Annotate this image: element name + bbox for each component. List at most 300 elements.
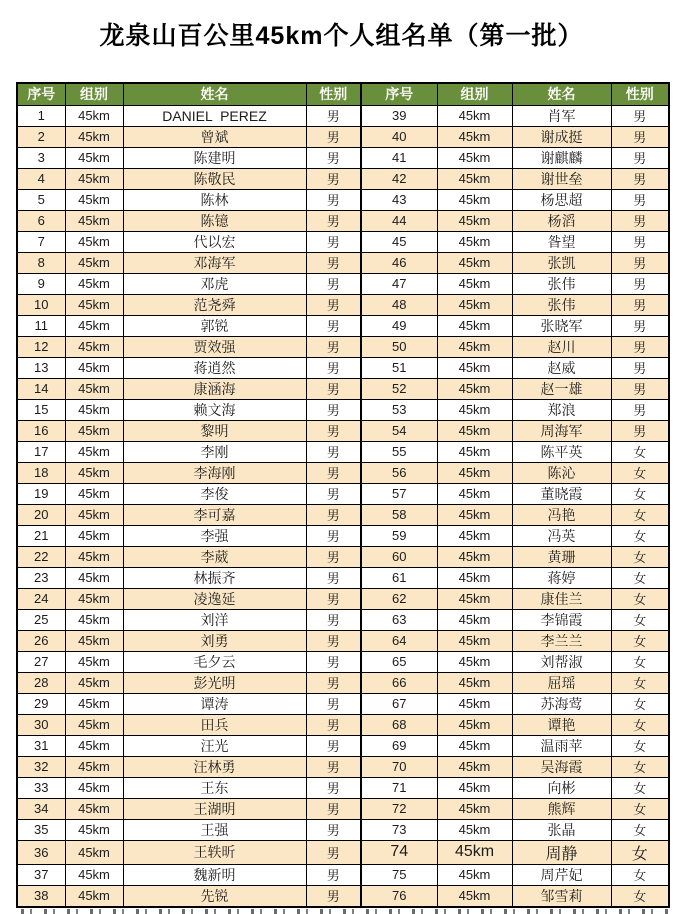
entry-name: 先锐 (123, 885, 306, 907)
entry-no: 66 (361, 672, 437, 693)
entry-gender: 男 (306, 231, 361, 252)
entry-gender: 男 (306, 693, 361, 714)
entry-name: 赵一雄 (512, 378, 611, 399)
entry-name: 李葳 (123, 546, 306, 567)
entry-no: 4 (17, 168, 65, 189)
entry-gender: 女 (611, 588, 669, 609)
entry-group: 45km (437, 189, 512, 210)
table-row (17, 630, 669, 651)
entry-gender: 男 (306, 885, 361, 907)
entry-group: 45km (65, 756, 123, 777)
entry-no: 40 (361, 126, 437, 147)
entry-name: 彭光明 (123, 672, 306, 693)
entry-name: 赖文海 (123, 399, 306, 420)
entry-gender: 女 (611, 735, 669, 756)
entry-no: 20 (17, 504, 65, 525)
entry-gender: 男 (306, 273, 361, 294)
entry-no: 37 (17, 864, 65, 885)
entry-no: 19 (17, 483, 65, 504)
table-row (17, 231, 669, 252)
entry-gender: 女 (611, 525, 669, 546)
table-row (17, 672, 669, 693)
header-no-left: 序号 (17, 83, 65, 105)
entry-gender: 男 (611, 399, 669, 420)
entry-name: 温雨苹 (512, 735, 611, 756)
entry-name: 张伟 (512, 273, 611, 294)
entry-name: 昝望 (512, 231, 611, 252)
entry-group: 45km (437, 147, 512, 168)
entry-gender: 男 (306, 630, 361, 651)
entry-gender: 女 (611, 609, 669, 630)
entry-gender: 男 (306, 567, 361, 588)
entry-gender: 男 (306, 483, 361, 504)
entry-group: 45km (437, 840, 512, 864)
entry-name: 张伟 (512, 294, 611, 315)
entry-no: 63 (361, 609, 437, 630)
entry-no: 26 (17, 630, 65, 651)
entry-group: 45km (437, 105, 512, 126)
entry-gender: 男 (306, 378, 361, 399)
entry-name: 李强 (123, 525, 306, 546)
entry-no: 17 (17, 441, 65, 462)
entry-group: 45km (65, 840, 123, 864)
entry-gender: 男 (306, 651, 361, 672)
table-row (17, 210, 669, 231)
entry-name: 刘帮淑 (512, 651, 611, 672)
entry-name: 邓虎 (123, 273, 306, 294)
entry-gender: 男 (306, 714, 361, 735)
entry-no: 15 (17, 399, 65, 420)
entry-no: 29 (17, 693, 65, 714)
entry-group: 45km (437, 567, 512, 588)
entry-no: 1 (17, 105, 65, 126)
entry-group: 45km (65, 105, 123, 126)
entry-name: DANIEL PEREZ (123, 105, 306, 126)
table-row (17, 483, 669, 504)
entry-gender: 女 (611, 777, 669, 798)
entry-group: 45km (65, 630, 123, 651)
entry-no: 14 (17, 378, 65, 399)
entry-name: 汪林勇 (123, 756, 306, 777)
entry-group: 45km (65, 546, 123, 567)
entry-name: 谢世垒 (512, 168, 611, 189)
entry-no: 43 (361, 189, 437, 210)
table-row (17, 357, 669, 378)
entry-name: 陈镱 (123, 210, 306, 231)
table-row (17, 441, 669, 462)
entry-gender: 女 (611, 885, 669, 907)
entry-name: 王东 (123, 777, 306, 798)
entry-no: 32 (17, 756, 65, 777)
entry-name: 林振齐 (123, 567, 306, 588)
entry-gender: 男 (611, 147, 669, 168)
entry-no: 18 (17, 462, 65, 483)
header-group-right: 组别 (437, 83, 512, 105)
entry-no: 51 (361, 357, 437, 378)
entry-group: 45km (437, 609, 512, 630)
entry-no: 65 (361, 651, 437, 672)
table-row (17, 273, 669, 294)
entry-no: 58 (361, 504, 437, 525)
entry-gender: 女 (611, 693, 669, 714)
entry-name: 周芹妃 (512, 864, 611, 885)
entry-name: 康佳兰 (512, 588, 611, 609)
entry-no: 52 (361, 378, 437, 399)
entry-gender: 男 (306, 399, 361, 420)
entry-group: 45km (65, 189, 123, 210)
entry-gender: 男 (306, 546, 361, 567)
entry-no: 74 (361, 840, 437, 864)
entry-group: 45km (437, 756, 512, 777)
entry-gender: 男 (306, 441, 361, 462)
entry-gender: 男 (306, 588, 361, 609)
entry-gender: 女 (611, 441, 669, 462)
entry-group: 45km (437, 819, 512, 840)
header-no-right: 序号 (361, 83, 437, 105)
entry-name: 刘洋 (123, 609, 306, 630)
table-row (17, 651, 669, 672)
header-name-right: 姓名 (512, 83, 611, 105)
entry-no: 31 (17, 735, 65, 756)
table-row (17, 399, 669, 420)
entry-name: 冯英 (512, 525, 611, 546)
entry-name: 谢麒麟 (512, 147, 611, 168)
entry-name: 贾效强 (123, 336, 306, 357)
entry-no: 48 (361, 294, 437, 315)
entry-name: 凌逸延 (123, 588, 306, 609)
entry-gender: 男 (611, 336, 669, 357)
entry-gender: 男 (306, 798, 361, 819)
entry-group: 45km (65, 252, 123, 273)
entry-gender: 女 (611, 546, 669, 567)
entry-group: 45km (65, 525, 123, 546)
entry-gender: 男 (306, 189, 361, 210)
entry-no: 53 (361, 399, 437, 420)
entry-gender: 女 (611, 714, 669, 735)
entry-gender: 男 (306, 420, 361, 441)
entry-group: 45km (65, 231, 123, 252)
entry-no: 28 (17, 672, 65, 693)
entry-gender: 女 (611, 819, 669, 840)
entry-gender: 男 (306, 756, 361, 777)
table-row (17, 252, 669, 273)
table-row (17, 525, 669, 546)
entry-no: 49 (361, 315, 437, 336)
entry-gender: 女 (611, 504, 669, 525)
entry-no: 57 (361, 483, 437, 504)
entry-group: 45km (437, 336, 512, 357)
entry-group: 45km (65, 315, 123, 336)
entry-group: 45km (65, 168, 123, 189)
entry-no: 75 (361, 864, 437, 885)
entry-group: 45km (437, 885, 512, 907)
entry-group: 45km (437, 168, 512, 189)
entry-no: 7 (17, 231, 65, 252)
entry-name: 李兰兰 (512, 630, 611, 651)
entry-group: 45km (437, 630, 512, 651)
entry-gender: 男 (611, 252, 669, 273)
entry-group: 45km (437, 777, 512, 798)
entry-no: 61 (361, 567, 437, 588)
entry-group: 45km (437, 462, 512, 483)
entry-name: 张凯 (512, 252, 611, 273)
entry-name: 王湖明 (123, 798, 306, 819)
entry-name: 陈建明 (123, 147, 306, 168)
entry-name: 周静 (512, 840, 611, 864)
entry-no: 30 (17, 714, 65, 735)
table-row (17, 840, 669, 864)
entry-group: 45km (65, 462, 123, 483)
entry-group: 45km (65, 693, 123, 714)
entry-group: 45km (437, 399, 512, 420)
entry-gender: 男 (306, 126, 361, 147)
entry-name: 黎明 (123, 420, 306, 441)
entry-gender: 男 (306, 864, 361, 885)
entry-group: 45km (437, 441, 512, 462)
table-row (17, 777, 669, 798)
entry-group: 45km (437, 273, 512, 294)
entry-name: 张晶 (512, 819, 611, 840)
entry-gender: 女 (611, 567, 669, 588)
entry-group: 45km (437, 294, 512, 315)
header-gender-left: 性别 (306, 83, 361, 105)
table-row (17, 735, 669, 756)
entry-group: 45km (65, 609, 123, 630)
entry-no: 72 (361, 798, 437, 819)
entry-name: 陈平英 (512, 441, 611, 462)
page-title: 龙泉山百公里45km个人组名单（第一批） (99, 22, 584, 50)
table-row (17, 504, 669, 525)
table-row (17, 105, 669, 126)
entry-no: 64 (361, 630, 437, 651)
table-row (17, 336, 669, 357)
entry-name: 李可嘉 (123, 504, 306, 525)
entry-name: 蒋婷 (512, 567, 611, 588)
entry-gender: 男 (306, 252, 361, 273)
entry-gender: 男 (611, 273, 669, 294)
entry-gender: 男 (306, 672, 361, 693)
entry-no: 50 (361, 336, 437, 357)
entry-name: 陈林 (123, 189, 306, 210)
entry-group: 45km (65, 441, 123, 462)
entry-name: 李海刚 (123, 462, 306, 483)
entry-name: 吴海霞 (512, 756, 611, 777)
entry-group: 45km (437, 651, 512, 672)
entry-name: 李刚 (123, 441, 306, 462)
entry-no: 70 (361, 756, 437, 777)
header-gender-right: 性别 (611, 83, 669, 105)
entry-group: 45km (65, 798, 123, 819)
entry-name: 周海军 (512, 420, 611, 441)
entry-no: 47 (361, 273, 437, 294)
entry-gender: 男 (306, 105, 361, 126)
entry-no: 21 (17, 525, 65, 546)
entry-no: 23 (17, 567, 65, 588)
entry-group: 45km (65, 399, 123, 420)
entry-no: 16 (17, 420, 65, 441)
entry-name: 张晓军 (512, 315, 611, 336)
entry-no: 25 (17, 609, 65, 630)
entry-no: 42 (361, 168, 437, 189)
entry-no: 59 (361, 525, 437, 546)
entry-name: 郭锐 (123, 315, 306, 336)
entry-no: 27 (17, 651, 65, 672)
entry-gender: 男 (611, 315, 669, 336)
entry-no: 3 (17, 147, 65, 168)
entry-gender: 女 (611, 462, 669, 483)
entry-group: 45km (65, 378, 123, 399)
header-name-left: 姓名 (123, 83, 306, 105)
table-row (17, 168, 669, 189)
entry-no: 36 (17, 840, 65, 864)
entry-no: 67 (361, 693, 437, 714)
entry-gender: 女 (611, 651, 669, 672)
entry-no: 45 (361, 231, 437, 252)
table-row (17, 462, 669, 483)
entry-no: 9 (17, 273, 65, 294)
entry-group: 45km (437, 126, 512, 147)
entry-group: 45km (437, 357, 512, 378)
entry-name: 郑浪 (512, 399, 611, 420)
entry-no: 6 (17, 210, 65, 231)
entry-group: 45km (437, 864, 512, 885)
table-row (17, 714, 669, 735)
table-row (17, 378, 669, 399)
entry-group: 45km (65, 588, 123, 609)
entry-group: 45km (65, 483, 123, 504)
entry-gender: 男 (306, 819, 361, 840)
entry-no: 55 (361, 441, 437, 462)
entry-gender: 男 (306, 336, 361, 357)
entry-name: 康涵海 (123, 378, 306, 399)
entry-name: 冯艳 (512, 504, 611, 525)
table-row (17, 126, 669, 147)
entry-gender: 男 (306, 315, 361, 336)
entry-no: 68 (361, 714, 437, 735)
entry-name: 熊辉 (512, 798, 611, 819)
entry-group: 45km (65, 126, 123, 147)
table-row (17, 567, 669, 588)
entry-name: 谭涛 (123, 693, 306, 714)
entry-gender: 男 (306, 840, 361, 864)
table-row (17, 420, 669, 441)
entry-group: 45km (65, 336, 123, 357)
table-row (17, 315, 669, 336)
entry-group: 45km (65, 819, 123, 840)
entry-no: 73 (361, 819, 437, 840)
entry-group: 45km (65, 735, 123, 756)
entry-gender: 男 (306, 294, 361, 315)
entry-gender: 男 (306, 609, 361, 630)
table-row (17, 546, 669, 567)
entry-gender: 女 (611, 630, 669, 651)
entry-group: 45km (65, 885, 123, 907)
entry-no: 76 (361, 885, 437, 907)
entry-gender: 男 (611, 105, 669, 126)
entry-name: 赵川 (512, 336, 611, 357)
table-row (17, 756, 669, 777)
entry-name: 刘勇 (123, 630, 306, 651)
entry-name: 陈沁 (512, 462, 611, 483)
entry-no: 2 (17, 126, 65, 147)
entry-gender: 男 (306, 210, 361, 231)
entry-group: 45km (65, 567, 123, 588)
entry-name: 李锦霞 (512, 609, 611, 630)
entry-no: 35 (17, 819, 65, 840)
table-row (17, 189, 669, 210)
entry-gender: 男 (611, 231, 669, 252)
table-row (17, 885, 669, 907)
roster-table-body (17, 105, 669, 907)
entry-group: 45km (437, 210, 512, 231)
entry-no: 38 (17, 885, 65, 907)
entry-name: 谭艳 (512, 714, 611, 735)
entry-gender: 男 (611, 357, 669, 378)
entry-no: 69 (361, 735, 437, 756)
entry-name: 屈瑶 (512, 672, 611, 693)
entry-gender: 女 (611, 840, 669, 864)
table-row (17, 609, 669, 630)
entry-no: 56 (361, 462, 437, 483)
entry-name: 毛夕云 (123, 651, 306, 672)
entry-name: 赵威 (512, 357, 611, 378)
entry-group: 45km (437, 420, 512, 441)
entry-gender: 男 (306, 168, 361, 189)
entry-name: 肖军 (512, 105, 611, 126)
entry-no: 11 (17, 315, 65, 336)
entry-no: 54 (361, 420, 437, 441)
entry-gender: 男 (306, 525, 361, 546)
entry-name: 王强 (123, 819, 306, 840)
entry-name: 范尧舜 (123, 294, 306, 315)
entry-gender: 男 (611, 126, 669, 147)
entry-name: 李俊 (123, 483, 306, 504)
entry-gender: 女 (611, 864, 669, 885)
entry-no: 22 (17, 546, 65, 567)
entry-no: 62 (361, 588, 437, 609)
entry-group: 45km (65, 651, 123, 672)
entry-gender: 女 (611, 756, 669, 777)
entry-name: 邹雪莉 (512, 885, 611, 907)
entry-name: 黄珊 (512, 546, 611, 567)
table-row (17, 294, 669, 315)
entry-no: 10 (17, 294, 65, 315)
entry-gender: 男 (611, 168, 669, 189)
entry-group: 45km (437, 588, 512, 609)
entry-no: 24 (17, 588, 65, 609)
entry-no: 13 (17, 357, 65, 378)
entry-no: 41 (361, 147, 437, 168)
entry-gender: 男 (611, 189, 669, 210)
entry-name: 曾斌 (123, 126, 306, 147)
entry-no: 5 (17, 189, 65, 210)
entry-no: 44 (361, 210, 437, 231)
entry-no: 8 (17, 252, 65, 273)
entry-gender: 女 (611, 483, 669, 504)
entry-name: 邓海军 (123, 252, 306, 273)
table-row (17, 864, 669, 885)
entry-name: 杨滔 (512, 210, 611, 231)
entry-no: 71 (361, 777, 437, 798)
entry-gender: 男 (306, 504, 361, 525)
entry-group: 45km (65, 420, 123, 441)
entry-group: 45km (437, 798, 512, 819)
table-row (17, 693, 669, 714)
table-row (17, 798, 669, 819)
entry-name: 蒋逍然 (123, 357, 306, 378)
entry-group: 45km (65, 672, 123, 693)
entry-gender: 男 (306, 777, 361, 798)
